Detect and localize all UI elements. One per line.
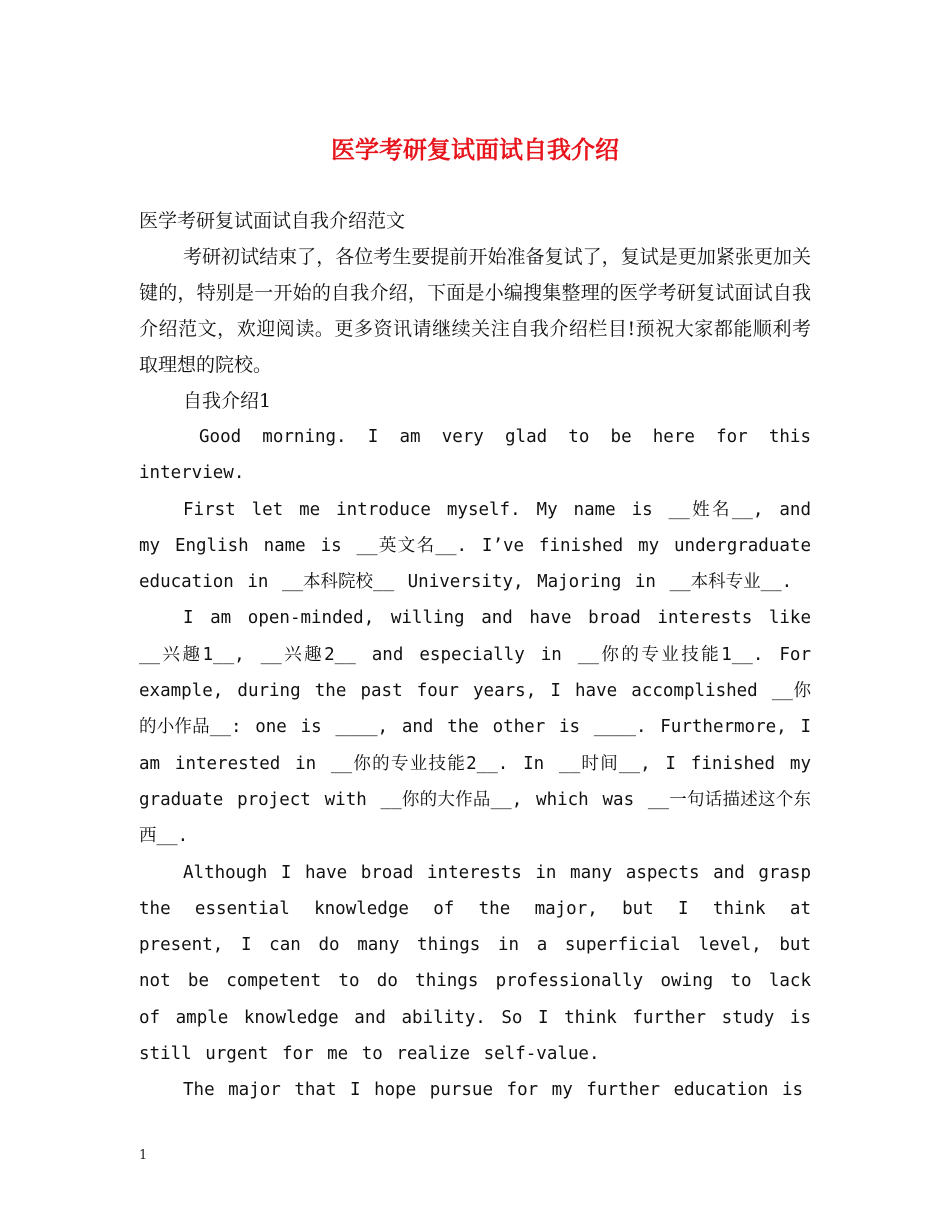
paragraph-intro: 考研初试结束了，各位考生要提前开始准备复试了，复试是更加紧张更加关键的，特别是一开始的自我介绍，下面是小编搜集整理的医学考研复试面试自我介绍范文，欢迎阅读。更多资讯请继续关注自我介绍栏目!预祝大家都能顺利考取理想的院校。: [139, 246, 811, 376]
paragraph-interests: I am open-minded, willing and have broad interests like __兴趣1__, __兴趣2__ and especially in __你的专业技能1__. For example, during the past four years, I have accomplished __你的小作品__: one is ____, and the other is ____. Furthermore, I am interested in __你的专业技能2__. In __时间__, I finished my graduate project with __你的大作品__, which was __一句话描述这个东西__.: [139, 608, 811, 847]
paragraph-greeting: Good morning. I am very glad to be here for this interview.: [139, 427, 811, 484]
paragraph-introduce-myself: First let me introduce myself. My name is __姓名__, and my English name is __英文名__. I’ve finished my undergraduate education in __本科院校__ University, Majoring in __本科专业__.: [139, 499, 811, 593]
document-body: [139, 203, 811, 1109]
paragraph-heading-self-intro-1: 自我介绍1: [183, 390, 272, 412]
paragraph-further-study: Although I have broad interests in many aspects and grasp the essential knowledge of the major, but I think at present, I can do many things in a superficial level, but not be competent to do things professionally owing to lack of ample knowledge and ability. So I think further study is still urgent for me to realize self-value.: [139, 862, 811, 1065]
page-number: 1: [139, 1148, 148, 1163]
document-title: 医学考研复试面试自我介绍: [331, 136, 619, 164]
paragraph-major: The major that I hope pursue for my further education is: [183, 1080, 804, 1101]
paragraph-subtitle: 医学考研复试面试自我介绍范文: [139, 210, 406, 232]
